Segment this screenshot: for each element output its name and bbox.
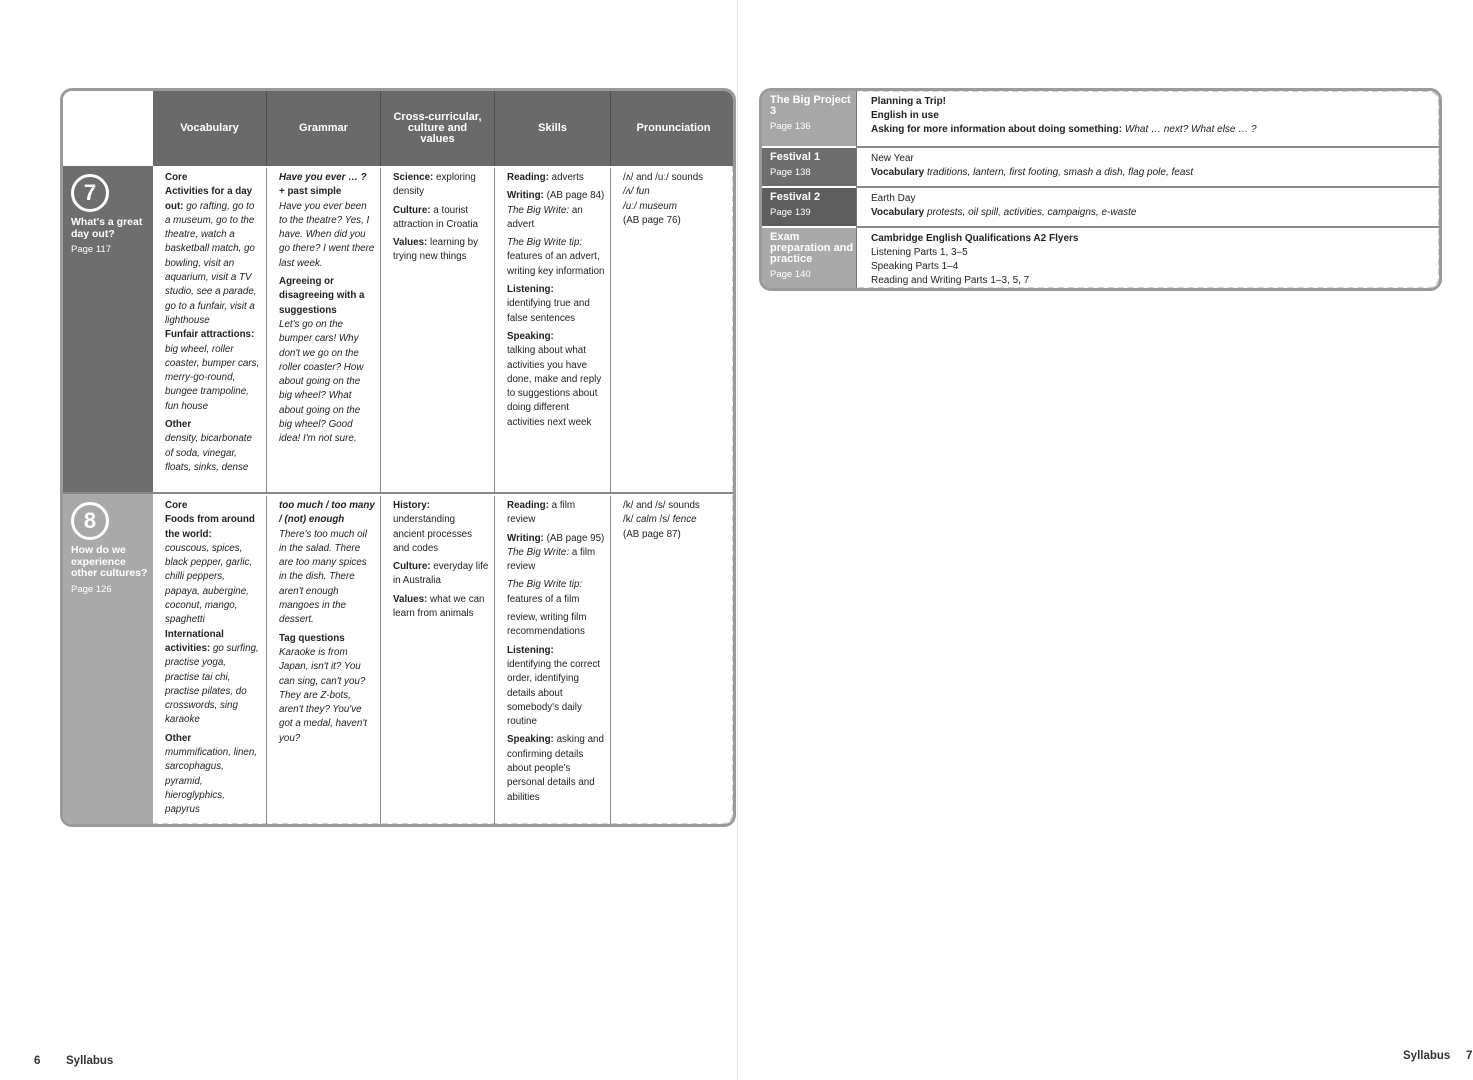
- unit-7-vocabulary: Core Activities for a day out: go rafting, go to a museum, go to the theatre, watch a basketball match, go bowling, visit an aquarium, visit a TV studio, see a parade, go to a funfair, visit a lighthouse Funfair attractions: big wheel, roller coaster, bumper cars, merry-go-round, bungee trampoline, fun house Other density, bicarbonate of soda, vinegar, floats, sinks, dense: [153, 168, 267, 492]
- row-exam-preparation: [762, 228, 1442, 291]
- unit-8-vocabulary: Core Foods from around the world: couscous, spices, black pepper, garlic, chilli peppers, papaya, aubergine, coconut, mango, spaghetti International activities: go surfing, practise yoga, practise tai chi, practise pilates, do crosswords, sing karaoke Other mummification, linen, sarcophagus, pyramid, hieroglyphics, papyrus: [153, 496, 267, 827]
- header-vocabulary: Vocabulary: [153, 91, 267, 166]
- unit-7-label: [63, 166, 153, 493]
- row-big-project-3: [762, 91, 1442, 146]
- unit-8-skills: Reading: a film review Writing: (AB page 95) The Big Write: a film review The Big Write tip: features of a film review, writing film recommendations Listening: identifying the correct order, identifying details about somebody's daily routine Speaking: asking and confirming details about people's personal details and abilities: [495, 496, 611, 827]
- unit-8-pronunciation: /k/ and /s/ sounds /k/ calm /s/ fence (AB page 87): [623, 500, 700, 540]
- page-spine: [737, 0, 738, 1080]
- row-festival-2: [762, 188, 1442, 226]
- row-label: The Big Project 3 Page 136: [762, 91, 856, 146]
- header-skills: Skills: [495, 91, 611, 166]
- unit-page-ref: Page 126: [71, 583, 112, 595]
- header-cross-curricular: Cross-curricular, culture and values: [381, 91, 495, 166]
- unit-number-badge: 7: [71, 174, 109, 212]
- row-label: Festival 2 Page 139: [762, 188, 856, 226]
- row-content: Earth Day Vocabulary protests, oil spill, activities, campaigns, e-waste: [856, 188, 1442, 226]
- page-number-left: 6: [34, 1055, 41, 1067]
- unit-7-cross-curricular: Science: exploring density Culture: a tourist attraction in Croatia Values: learning by trying new things: [381, 168, 495, 492]
- page-number-right: 7: [1466, 1050, 1473, 1062]
- footer-section-left: Syllabus: [66, 1055, 114, 1067]
- row-festival-1: [762, 148, 1442, 186]
- row-label: Exam preparation and practice Page 140: [762, 228, 856, 291]
- row-divider: [63, 492, 736, 494]
- unit-7-pronunciation: /ʌ/ and /uː/ sounds /ʌ/ fun /uː/ museum (AB page 76): [623, 172, 704, 226]
- unit-title: How do we experience other cultures?: [71, 544, 148, 579]
- unit-page-ref: Page 117: [71, 244, 111, 255]
- header-pronunciation: Pronunciation: [611, 91, 736, 166]
- unit-7-grammar: Have you ever … ? + past simple Have you ever been to the theatre? Yes, I have. When did you go there? I went there last week. Agreeing or disagreeing with a suggestions Let's go on the bumper cars! Why don't we go on the roller coaster? How about going on the big wheel? What about going on the big wheel? Good idea! I'm not sure.: [267, 168, 381, 492]
- unit-8-grammar: too much / too many / (not) enough There's too much oil in the salad. There are too many spices in the dish. There aren't enough mangoes in the dessert. Tag questions Karaoke is from Japan, isn't it? You can sing, can't you? They are Z-bots, aren't they? You've got a medal, haven't you?: [267, 496, 381, 827]
- unit-7-skills: Reading: adverts Writing: (AB page 84) The Big Write: an advert The Big Write tip: features of an advert, writing key information Listening: identifying true and false sentences Speaking: talking about what activities you have done, make and reply to suggestions about doing different activities next week: [495, 168, 611, 492]
- syllabus-table-units-7-8: [60, 88, 736, 827]
- header-blank-cell: [63, 91, 153, 166]
- unit-title: What's a great day out?: [71, 216, 143, 240]
- unit-number-badge: 8: [71, 502, 109, 540]
- unit-8-cross-curricular: History: understanding ancient processes and codes Culture: everyday life in Australia Values: what we can learn from animals: [381, 496, 495, 827]
- row-content: Cambridge English Qualifications A2 Flyers Listening Parts 1, 3–5 Speaking Parts 1–4 Reading and Writing Parts 1–3, 5, 7: [856, 228, 1442, 291]
- unit-8-label: [63, 494, 153, 827]
- header-grammar: Grammar: [267, 91, 381, 166]
- syllabus-table-extras: [759, 88, 1442, 291]
- row-content: Planning a Trip! English in use Asking for more information about doing something: What … next? What else … ?: [856, 91, 1442, 146]
- row-content: New Year Vocabulary traditions, lantern, first footing, smash a dish, flag pole, feast: [856, 148, 1442, 186]
- footer-section-right: Syllabus: [1403, 1050, 1451, 1062]
- row-label: Festival 1 Page 138: [762, 148, 856, 186]
